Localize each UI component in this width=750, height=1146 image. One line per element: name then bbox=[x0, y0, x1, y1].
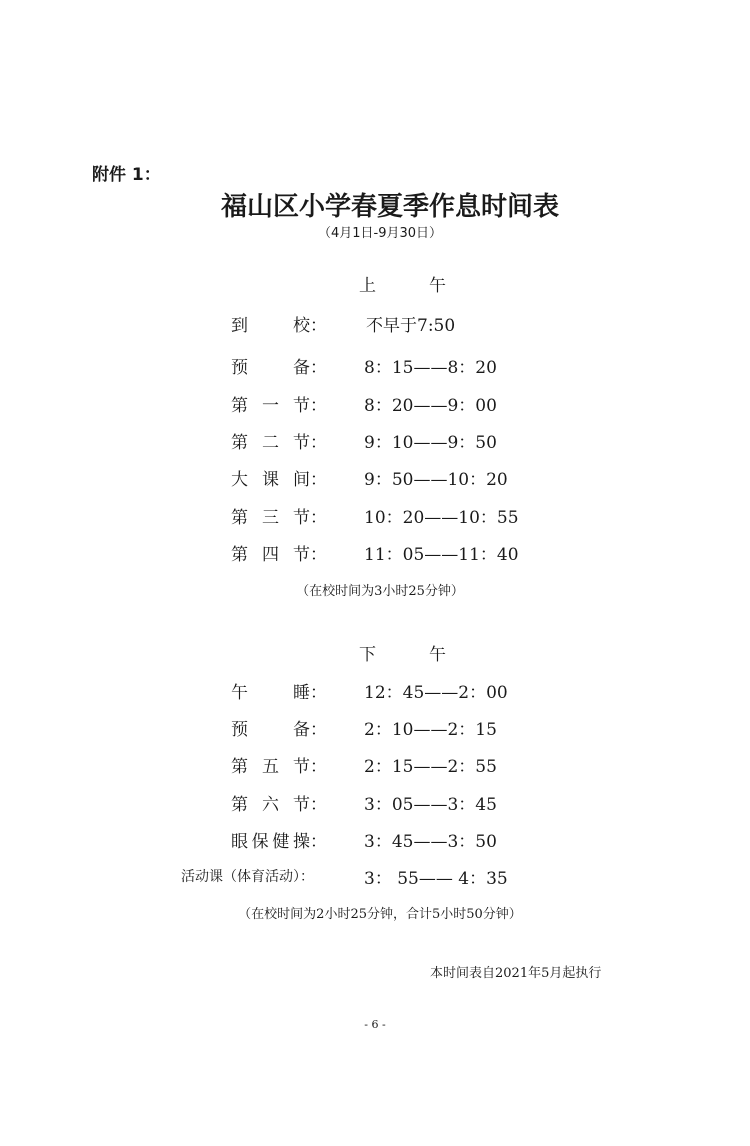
attachment-label: 附件 1： bbox=[92, 165, 161, 185]
row-time: 不早于7:50 bbox=[366, 316, 456, 336]
label-char: 午 bbox=[231, 683, 248, 703]
row-time: 10：20——10：55 bbox=[364, 508, 519, 528]
label-char: 节： bbox=[293, 508, 327, 528]
label-char: 节： bbox=[293, 396, 327, 416]
label-char: 五 bbox=[262, 757, 279, 777]
label-char: 到 bbox=[231, 316, 248, 336]
row-label: 活动课（体育活动）： bbox=[181, 869, 314, 885]
row-time: 3：45——3：50 bbox=[364, 832, 497, 852]
morning-heading-2: 午 bbox=[429, 276, 446, 296]
date-range-subtitle: （4月1日-9月30日） bbox=[317, 226, 443, 241]
row-time: 3： 55—— 4：35 bbox=[364, 869, 508, 889]
effective-date-note: 本时间表自2021年5月起执行 bbox=[430, 966, 602, 981]
label-char: 节： bbox=[293, 433, 327, 453]
row-time: 12：45——2：00 bbox=[364, 683, 508, 703]
label-char: 预 bbox=[231, 720, 248, 740]
row-time: 8：15——8：20 bbox=[364, 358, 497, 378]
label-char: 第 bbox=[231, 545, 248, 565]
row-label bbox=[231, 827, 327, 852]
row-label bbox=[231, 752, 327, 777]
row-time: 2：10——2：15 bbox=[364, 720, 497, 740]
label-char: 备： bbox=[293, 720, 327, 740]
label-char: 节： bbox=[293, 757, 327, 777]
row-time: 2：15——2：55 bbox=[364, 757, 497, 777]
afternoon-heading-2: 午 bbox=[429, 645, 446, 665]
label-char: 保 bbox=[251, 832, 269, 852]
label-char: 一 bbox=[262, 396, 279, 416]
label-char: 三 bbox=[262, 508, 279, 528]
label-char: 间： bbox=[293, 470, 327, 490]
row-label bbox=[231, 540, 327, 565]
page-title: 福山区小学春夏季作息时间表 bbox=[220, 192, 559, 222]
row-time: 9：50——10：20 bbox=[364, 470, 508, 490]
row-label bbox=[231, 353, 327, 378]
afternoon-note: （在校时间为2小时25分钟，合计5小时50分钟） bbox=[238, 907, 522, 922]
label-char: 健 bbox=[272, 832, 290, 852]
row-time: 11：05——11：40 bbox=[364, 545, 519, 565]
label-char: 备： bbox=[293, 358, 327, 378]
label-char: 四 bbox=[262, 545, 279, 565]
morning-heading-1: 上 bbox=[359, 276, 376, 296]
label-char: 第 bbox=[231, 508, 248, 528]
afternoon-heading-1: 下 bbox=[359, 645, 376, 665]
row-label bbox=[231, 678, 327, 703]
row-time: 9：10——9：50 bbox=[364, 433, 497, 453]
row-time: 8：20——9：00 bbox=[364, 396, 497, 416]
row-label bbox=[231, 428, 327, 453]
label-char: 校： bbox=[293, 316, 327, 336]
label-char: 节： bbox=[293, 795, 327, 815]
label-char: 节： bbox=[293, 545, 327, 565]
row-label bbox=[231, 503, 327, 528]
label-char: 第 bbox=[231, 757, 248, 777]
row-label bbox=[231, 391, 327, 416]
row-label bbox=[231, 465, 327, 490]
label-char: 六 bbox=[262, 795, 279, 815]
label-char: 预 bbox=[231, 358, 248, 378]
label-char: 第 bbox=[231, 433, 248, 453]
label-char: 大 bbox=[231, 470, 248, 490]
label-char: 操： bbox=[292, 832, 327, 852]
label-char: 睡： bbox=[293, 683, 327, 703]
label-char: 第 bbox=[231, 396, 248, 416]
label-char: 课 bbox=[262, 470, 279, 490]
row-label bbox=[231, 311, 327, 336]
row-time: 3：05——3：45 bbox=[364, 795, 497, 815]
label-char: 眼 bbox=[231, 832, 248, 852]
label-char: 第 bbox=[231, 795, 248, 815]
page-number: - 6 - bbox=[364, 1018, 386, 1031]
morning-note: （在校时间为3小时25分钟） bbox=[296, 584, 464, 599]
row-label bbox=[231, 715, 327, 740]
label-char: 二 bbox=[262, 433, 279, 453]
row-label bbox=[231, 790, 327, 815]
